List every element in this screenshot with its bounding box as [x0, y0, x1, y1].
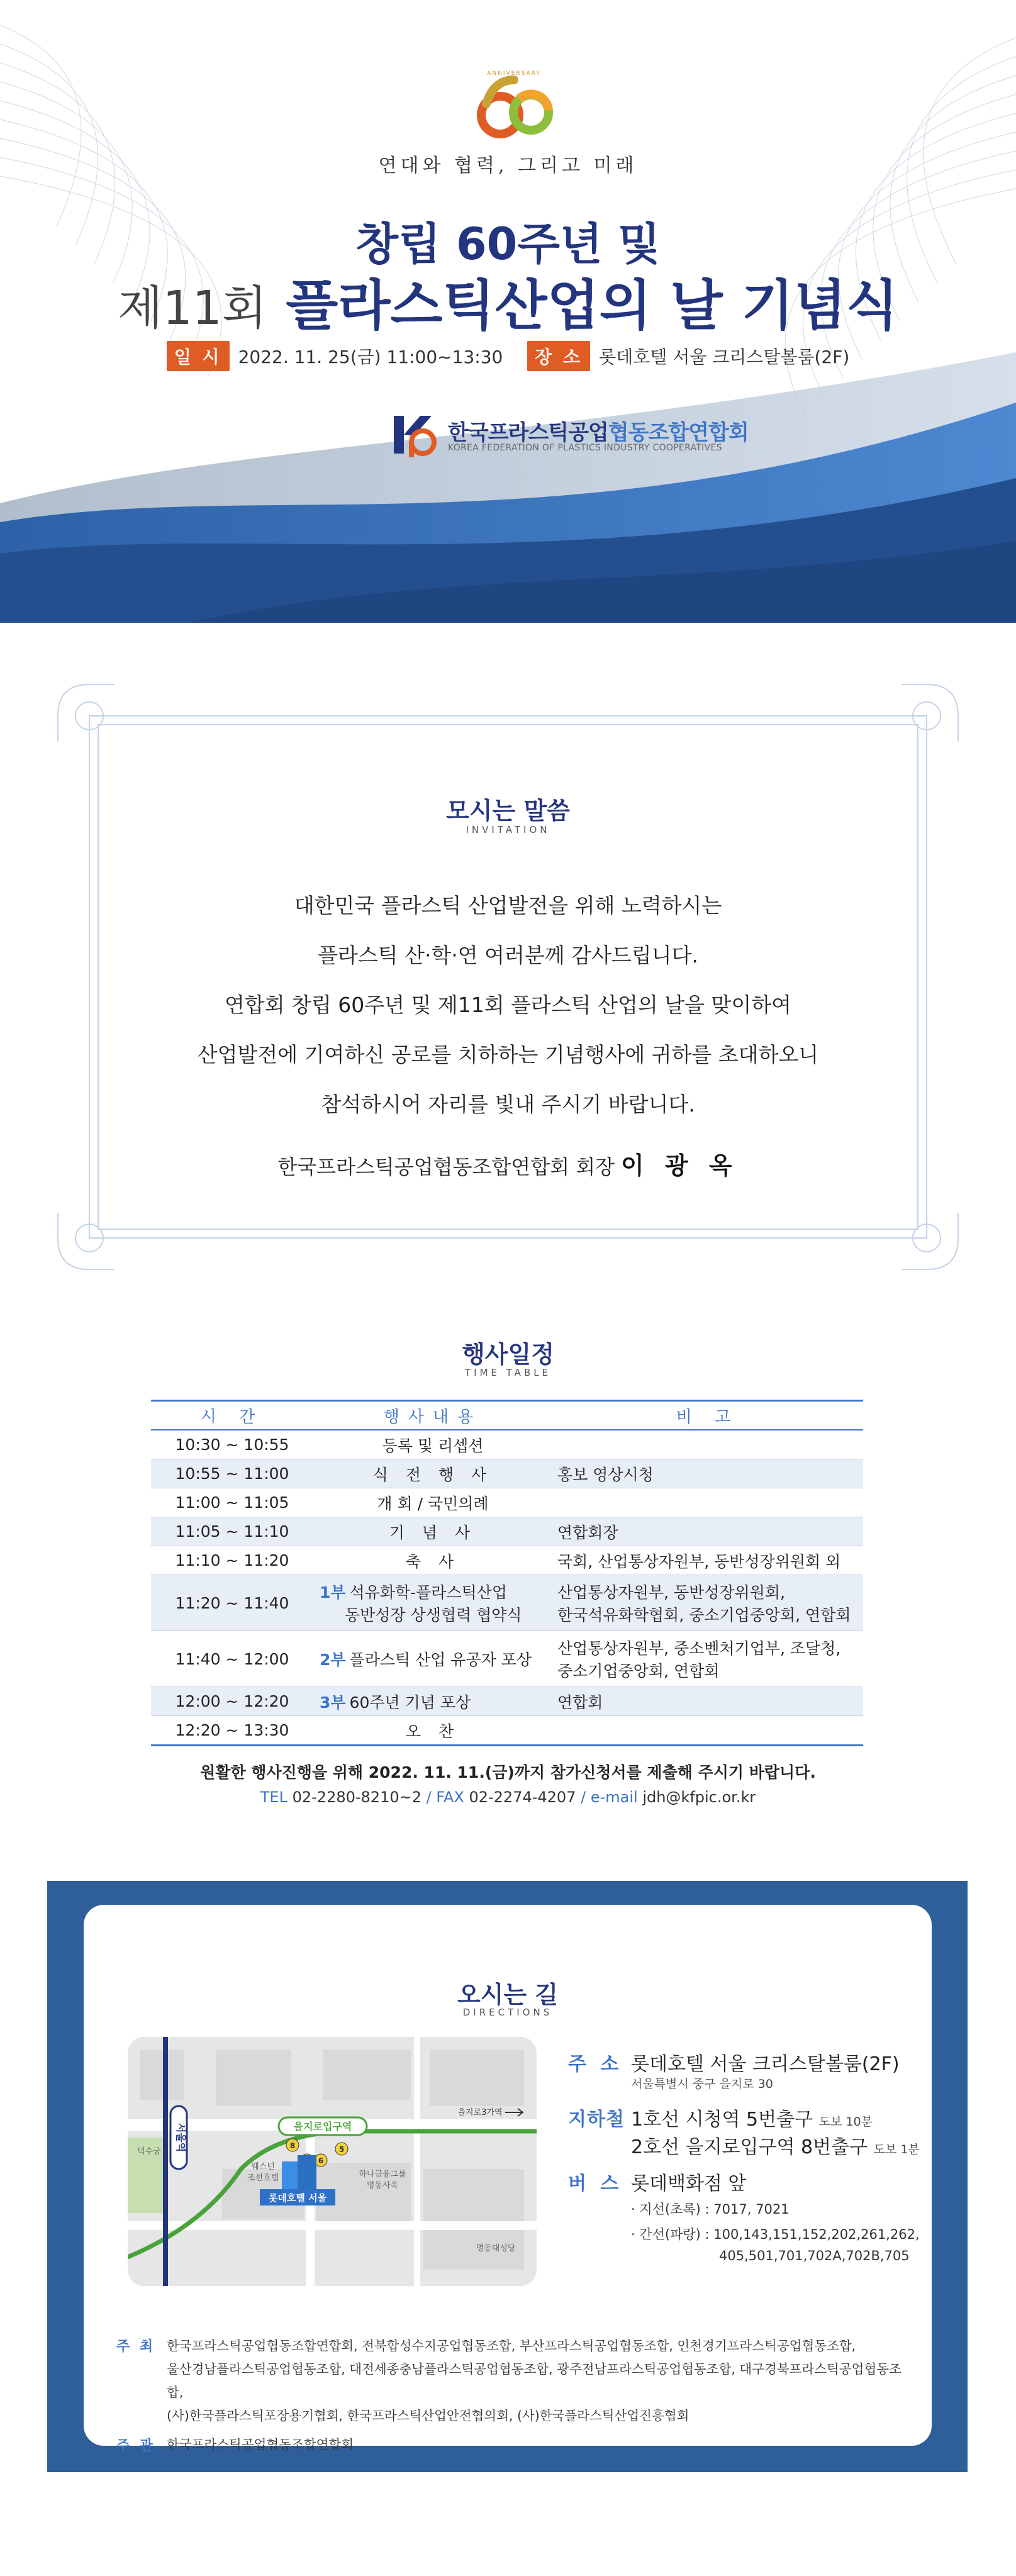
place-tag: 장 소 — [527, 341, 590, 371]
row-time: 11:05 ~ 11:10 — [151, 1517, 313, 1546]
table-row — [151, 1459, 863, 1488]
row-content-line2: 동반성장 상생협력 협약식 — [345, 1606, 522, 1624]
subway-line-1-text: 1호선 시청역 5번출구 — [631, 2109, 813, 2131]
hero-banner — [0, 0, 1016, 623]
email-link[interactable]: jdh@kfpic.or.kr — [642, 1788, 756, 1806]
table-row — [151, 1430, 863, 1459]
invitation-title: 모시는 말씀 — [446, 797, 570, 825]
map-westin-2: 조선호텔 — [247, 2173, 279, 2183]
row-content-line: 60주년 기념 포상 — [349, 1693, 471, 1712]
fax-label: FAX — [436, 1788, 464, 1806]
organizer-value: 한국프라스틱공업협동조합연합회 — [167, 2437, 354, 2452]
table-row — [151, 1546, 863, 1575]
table-row — [151, 1631, 863, 1687]
bus-stop: 롯데백화점 앞 — [631, 2173, 747, 2195]
invitation-line: 연합회 창립 60주년 및 제11회 플라스틱 산업의 날을 맞이하여 — [224, 993, 792, 1017]
part-label: 1부 — [320, 1583, 346, 1602]
part-label: 2부 — [320, 1651, 346, 1669]
event-meta — [0, 341, 1016, 371]
directions-subtitle: DIRECTIONS — [462, 2007, 553, 2018]
header-note: 비 고 — [552, 1401, 863, 1430]
subway-line-1 — [631, 2104, 873, 2131]
invitation-line: 산업발전에 기여하신 공로를 치하하는 기념행사에 귀하를 초대하오니 — [197, 1042, 819, 1067]
row-time: 11:00 ~ 11:05 — [151, 1488, 313, 1517]
contact-line: TEL 02-2280-8210~2 / FAX 02-2274-4207 / e-mail jdh@kfpic.or.kr — [260, 1788, 756, 1806]
row-note — [552, 1631, 863, 1687]
row-note — [552, 1430, 863, 1459]
map-exit-6: 6 — [318, 2156, 324, 2165]
subway-line-1-walk: 도보 10분 — [818, 2115, 873, 2129]
map-street-label: 서울역 — [175, 2122, 187, 2153]
bus-branch: · 지선(초록) : 7017, 7021 — [631, 2202, 790, 2217]
row-content — [313, 1631, 552, 1687]
date-tag: 일 시 — [167, 341, 230, 371]
row-time: 11:20 ~ 11:40 — [151, 1575, 313, 1631]
row-note-line: 산업통상자원부, 중소벤처기업부, 조달청, — [557, 1639, 841, 1658]
row-note-line: 산업통상자원부, 동반성장위원회, — [557, 1583, 785, 1602]
bus-trunk-2: 405,501,701,702A,702B,705 — [719, 2248, 910, 2263]
subway-line-2 — [631, 2131, 920, 2159]
row-time: 10:55 ~ 11:00 — [151, 1459, 313, 1488]
map-exit-arrow-label: 을지로3가역 — [457, 2108, 503, 2117]
row-note — [552, 1716, 863, 1746]
title-line-1: 창립 60주년 및 — [355, 218, 661, 270]
60th-anniversary-logo — [470, 66, 558, 154]
host-label: 주 최 — [116, 2339, 156, 2355]
row-content — [313, 1687, 552, 1716]
directions-section — [47, 1881, 968, 2472]
row-time: 12:20 ~ 13:30 — [151, 1716, 313, 1746]
kfp-logo-icon — [390, 412, 440, 457]
map-deoksugung: 덕수궁 — [137, 2147, 161, 2156]
tel-value: 02-2280-8210~2 — [292, 1788, 421, 1806]
anniversary-text: ANNIVERSARY — [487, 70, 541, 77]
slogan: 연대와 협력, 그리고 미래 — [378, 155, 638, 177]
registration-notice: 원활한 행사진행을 위해 2022. 11. 11.(금)까지 참가신청서를 제출해 주시기 바랍니다. — [200, 1763, 816, 1781]
org-name-english: KOREA FEDERATION OF PLASTICS INDUSTRY COOPERATIVES — [448, 443, 722, 453]
row-content: 기 념 사 — [313, 1517, 552, 1546]
invitation-line: 플라스틱 산·학·연 여러분께 감사드립니다. — [318, 943, 698, 967]
invitation-subtitle: INVITATION — [466, 824, 550, 835]
row-note: 연합회 — [552, 1687, 863, 1716]
organizer-label: 주 관 — [116, 2438, 156, 2454]
table-row — [151, 1488, 863, 1517]
map-station-label: 을지로입구역 — [293, 2121, 352, 2133]
row-content: 개 회 / 국민의례 — [313, 1488, 552, 1517]
row-note: 연합회장 — [552, 1517, 863, 1546]
invitation-body — [52, 881, 964, 1129]
map-bank: 하나금융그룹 — [359, 2170, 406, 2179]
row-note-line2: 한국석유화학협회, 중소기업중앙회, 연합회 — [557, 1606, 851, 1624]
email-label: e-mail — [590, 1788, 638, 1806]
address-sub: 서울특별시 중구 을지로 30 — [631, 2077, 773, 2091]
table-header-row — [151, 1401, 863, 1430]
row-content — [313, 1575, 552, 1631]
row-content: 식 전 행 사 — [313, 1459, 552, 1488]
timetable-title: 행사일정 — [462, 1341, 554, 1368]
table-row — [151, 1575, 863, 1631]
row-content-line: 플라스틱 산업 유공자 포상 — [349, 1651, 532, 1669]
row-time: 12:00 ~ 12:20 — [151, 1687, 313, 1716]
timetable-table — [151, 1400, 863, 1746]
directions-card — [84, 1905, 932, 2454]
address-value: 롯데호텔 서울 크리스탈볼룸(2F) — [631, 2053, 900, 2075]
fax-value: 02-2274-4207 — [469, 1788, 576, 1806]
location-map[interactable] — [128, 2037, 537, 2286]
invitation-line: 대한민국 플라스틱 산업발전을 위해 노력하시는 — [294, 893, 722, 918]
map-bank-2: 명동사옥 — [366, 2181, 399, 2190]
invitation-line: 참석하시어 자리를 빛내 주시기 바랍니다. — [321, 1092, 695, 1117]
host-line: 울산경남플라스틱공업협동조합, 대전세종충남플라스틱공업협동조합, 광주전남프라스틱공업협동조합, 대구경북프라스틱공업협동조합, — [167, 2361, 902, 2400]
host-text — [167, 2334, 909, 2428]
row-note-line2: 중소기업중앙회, 연합회 — [557, 1662, 720, 1680]
row-content: 오 찬 — [313, 1716, 552, 1746]
row-content-line: 석유화학-플라스틱산업 — [349, 1583, 508, 1602]
map-hotel-label: 롯데호텔 서울 — [268, 2192, 327, 2204]
table-row — [151, 1517, 863, 1546]
row-content: 등록 및 리셉션 — [313, 1430, 552, 1459]
host-line: (사)한국플라스틱포장용기협회, 한국프라스틱산업안전협의회, (사)한국플라스틱산업진흥협회 — [167, 2408, 689, 2423]
row-note — [552, 1575, 863, 1631]
table-row — [151, 1687, 863, 1716]
header-content: 행사내용 — [313, 1401, 552, 1430]
host-line: 한국프라스틱공업협동조합연합회, 전북합성수지공업협동조합, 부산프라스틱공업협동조합, 인천경기프라스틱공업협동조합, — [167, 2338, 856, 2353]
address-label: 주 소 — [568, 2053, 623, 2075]
title-line-2 — [0, 262, 1016, 340]
header-time: 시 간 — [151, 1401, 313, 1430]
map-exit-5: 5 — [338, 2145, 345, 2154]
signature-prefix: 한국프라스틱공업협동조합연합회 회장 — [277, 1155, 615, 1179]
map-cathedral: 명동대성당 — [476, 2244, 516, 2253]
date-value: 2022. 11. 25(금) 11:00~13:30 — [238, 347, 503, 367]
title-prefix: 제11회 — [118, 281, 267, 335]
row-time: 11:40 ~ 12:00 — [151, 1631, 313, 1687]
row-note: 국회, 산업통상자원부, 동반성장위원회 외 — [552, 1546, 863, 1575]
timetable-subtitle: TIME TABLE — [464, 1367, 552, 1378]
row-note — [552, 1488, 863, 1517]
row-content: 축 사 — [313, 1546, 552, 1575]
row-time: 11:10 ~ 11:20 — [151, 1546, 313, 1575]
subway-label: 지하철 — [568, 2109, 625, 2131]
tel-label: TEL — [260, 1788, 287, 1806]
org-name-bold: 한국프라스틱공업 — [448, 420, 608, 445]
signature-name: 이 광 옥 — [621, 1152, 739, 1179]
row-note: 홍보 영상시청 — [552, 1459, 863, 1488]
place-value: 롯데호텔 서울 크리스탈볼룸(2F) — [599, 347, 850, 367]
org-name-light: 협동조합연합회 — [608, 420, 749, 445]
row-time: 10:30 ~ 10:55 — [151, 1430, 313, 1459]
bus-trunk: · 간선(파랑) : 100,143,151,152,202,261,262, — [631, 2227, 920, 2242]
map-westin: 웨스턴 — [251, 2162, 275, 2172]
org-name — [448, 415, 749, 446]
table-row — [151, 1716, 863, 1746]
subway-line-2-walk: 도보 1분 — [873, 2143, 920, 2156]
directions-title: 오시는 길 — [457, 1981, 559, 2009]
map-exit-8: 8 — [289, 2141, 296, 2150]
title-main: 플라스틱산업의 날 기념식 — [286, 274, 898, 337]
invitation-section — [52, 678, 964, 1276]
part-label: 3부 — [320, 1693, 346, 1712]
bus-label: 버 스 — [568, 2173, 623, 2195]
invitation-signature — [52, 1146, 964, 1181]
subway-line-2-text: 2호선 을지로입구역 8번출구 — [631, 2136, 868, 2158]
map-drawing — [128, 2037, 537, 2286]
